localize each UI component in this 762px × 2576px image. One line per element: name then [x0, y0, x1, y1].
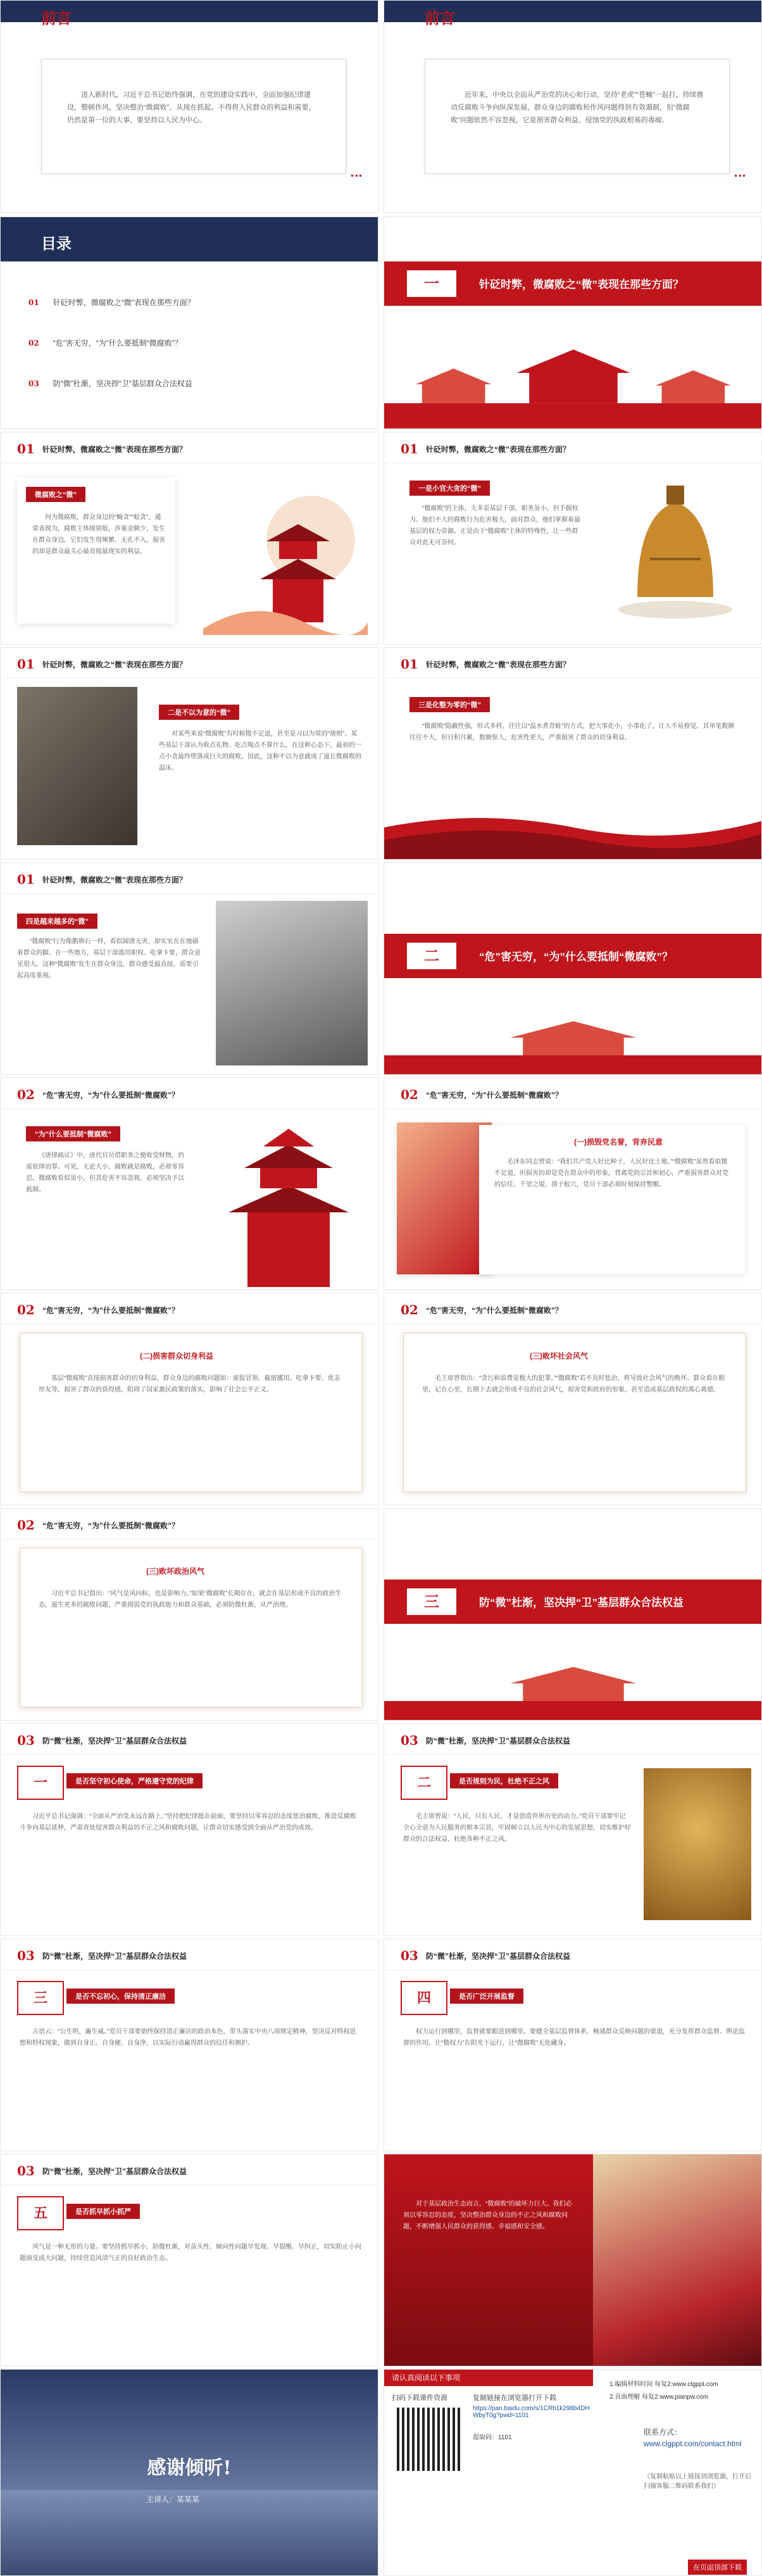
content-text: 毛主席曾说：“人民，只有人民，才是创造世界历史的动力。”党员干部要牢记全心全意为人民服务的根本宗旨，牢固树立以人民为中心的发展思想，切实维护好群众的合法权益，杜绝各种不正之风。: [403, 1813, 631, 1843]
slide-content-3R: [384, 432, 762, 644]
slide-header: 03 防“微”杜渐，坚决捍“卫”基层群众合法权益: [1, 1939, 378, 1970]
qr-code: [397, 2408, 460, 2471]
slide-content-7R: [384, 1293, 762, 1505]
tower-illustration: [209, 1116, 368, 1287]
content-text: “微腐败”行为像鹅卵石一样，看似圆滑无害，却实实在在地硌着群众的脚。在一些地方，基层干部滥用职权、吃拿卡要，群众意见很大。这种“微腐败”发生在群众身边，群众感受最直接，需要引起高度重视。: [17, 938, 201, 979]
decor-panel: [397, 1122, 492, 1274]
ad-right-2: 2.直面理解 每复2:www.pianpw.com: [609, 2394, 709, 2401]
point-number: 三: [17, 1981, 64, 2015]
content-tag: 是否不忘初心，保持清正廉洁: [66, 1989, 175, 2004]
ad-contact-label: 联系方式：: [644, 2428, 682, 2437]
ad-panel: [384, 2369, 762, 2576]
palace-illustration: [384, 1017, 761, 1074]
slide-content-9R: [384, 1723, 762, 1936]
slide-toc: [0, 217, 378, 429]
content-card: [479, 1125, 745, 1274]
thanks-title: 感谢倾听!: [147, 2457, 232, 2479]
content-tag: 是否坚守初心使命，严格遵守党的纪律: [66, 1773, 203, 1788]
slide-header: 01 针砭时弊，微腐败之“微”表现在那些方面？: [384, 648, 761, 679]
section-title: 针砭时弊，微腐败之“微”表现在那些方面？: [479, 279, 684, 291]
content-text: 《唐律疏议》中，唐代官员借职务之便收受财物，仍需依律治罪。可见，无论大小，腐败就是腐败，必须零容忍。微腐败看似虽小，但其危害不容忽视，必须坚决予以抵制。: [26, 1152, 184, 1193]
content-tag: 四是越来越多的“微”: [17, 914, 97, 929]
slide-content-11R: [384, 2154, 762, 2366]
preface-text: 近年来，中央以全面从严治党的决心和行动，坚持“老虎”“苍蝇”一起打，持续推动反腐败斗争向纵深发展，群众身边的腐败和作风问题得到有效遏制，但“微腐败”问题依然不容忽视，它是损害群众利益、侵蚀党的执政根基的毒瘤。: [451, 91, 704, 124]
slide-header: 01 针砭时弊，微腐败之“微”表现在那些方面？: [1, 863, 378, 894]
content-text: 对某些来说“微腐败”有时候微不足道，甚至是习以为常的“规则”。某些基层干部认为收点礼物、吃点喝点不算什么，在这种心态下，最初的一点小贪最终堕落成巨大的腐败。因此，这种不以为意就成了滋长微腐败的温床。: [159, 731, 361, 772]
content-subtitle: (二)损害群众切身利益: [140, 1352, 213, 1360]
content-tag: 二是不以为意的“微”: [159, 705, 239, 720]
content-text: 风气是一种无形的力量。要坚持抓早抓小，防微杜渐，对苗头性、倾向性问题早发现、早提醒、早纠正，切实防止小问题演变成大问题，持续营造风清气正的良好政治生态。: [20, 2244, 361, 2262]
toc-item-3[interactable]: 03 防“微”杜渐，坚决捍“卫”基层群众合法权益: [28, 379, 192, 388]
slide-content-3L: [0, 432, 378, 644]
dot-decoration: [351, 175, 361, 182]
content-text: 古语云：“公生明，廉生威。”党员干部要始终保持清正廉洁的政治本色，带头落实中央八项规定精神，坚决反对特权思想和特权现象，做到自身正、自身硬、自身净，以实际行动赢得群众的信任和拥护。: [20, 2028, 356, 2047]
ad-header: 请认真阅读以下事项: [384, 2370, 593, 2386]
section-number: 二: [407, 943, 456, 969]
slide-header: 01 针砭时弊，微腐败之“微”表现在那些方面？: [384, 432, 761, 463]
content-text: 权力运行到哪里，监督就要跟进到哪里。要健全基层监督体系，畅通群众反映问题的渠道，充分发挥群众监督、舆论监督的作用，让“微权力”在阳光下运行，让“微腐败”无处藏身。: [403, 2028, 745, 2047]
slide-content-8L: [0, 1508, 378, 1721]
ad-right-1: 1.编辑材料时间 每复2:www.clgppt.com: [609, 2381, 718, 2388]
point-number: 四: [401, 1981, 447, 2015]
slide-header: 02 “危”害无穷，“为”什么要抵制“微腐败”？: [1, 1078, 378, 1109]
ad-code: 提取码：1101: [473, 2434, 512, 2441]
content-tag: 一是小官大贪的“微”: [409, 481, 490, 496]
preface-text: 进入新时代，习近平总书记始终强调，在党的建设实践中，全面加强纪律建设，整顿作风，坚决整治“微腐败”，从现在抓起。不得将人民群众的利益和需要，仍然是第一位的大事，要坚持以人民为中心。: [67, 91, 316, 124]
toc-title: 目录: [41, 234, 72, 253]
section-title: 防“微”杜渐，坚决捍“卫”基层群众合法权益: [479, 1597, 684, 1609]
slide-header: 02 “危”害无穷，“为”什么要抵制“微腐败”？: [384, 1293, 761, 1324]
dot-decoration: [735, 175, 745, 182]
red-panel: [384, 2154, 593, 2366]
content-subtitle: (三)败坏社会风气: [530, 1352, 588, 1360]
slide-preface-left: [0, 0, 378, 213]
content-text: 基层“微腐败”直接损害群众的切身利益，群众身边的腐败问题如：虚报冒领、截留挪用、吃拿卡要、优亲厚友等，损害了群众的获得感，阻碍了国家惠民政策的落实，影响了社会公平正义。: [39, 1375, 340, 1393]
slide-content-6R: [384, 1078, 762, 1290]
content-text: 习近平总书记指出：“风气是风向标，也是影响力。”如果“微腐败”长期存在，就会在基层形成不良的政治生态，滋生更多的腐败问题，严重削弱党的执政能力和群众基础，必须防微杜渐，从严治理。: [39, 1590, 342, 1609]
point-number: 二: [401, 1766, 447, 1800]
slide-header: 03 防“微”杜渐，坚决捍“卫”基层群众合法权益: [1, 2154, 378, 2185]
preface-title: 前言: [41, 9, 72, 27]
ad-line-2: 复制链接在浏览器打开下载: [473, 2394, 556, 2402]
point-number: 五: [17, 2196, 64, 2230]
ad-line-1: 扫码下载课件资源: [392, 2394, 447, 2402]
slide-header: 02 “危”害无穷，“为”什么要抵制“微腐败”？: [1, 1293, 378, 1324]
bell-illustration: [612, 470, 739, 622]
slide-header: 03 防“微”杜渐，坚决捍“卫”基层群众合法权益: [1, 1724, 378, 1755]
ad-contact-note: （复制粘贴以上链接到浏览器，打开后扫描客服二维码联系我们）: [644, 2473, 751, 2490]
content-tag: 微腐败之“微”: [26, 487, 85, 502]
pagoda-illustration: [203, 470, 368, 635]
slide-section-1: [384, 217, 762, 429]
slide-header: 03 防“微”杜渐，坚决捍“卫”基层群众合法权益: [384, 1724, 761, 1755]
slide-preface-right: [384, 0, 762, 213]
slide-content-9L: [0, 1723, 378, 1936]
slide-thanks: [0, 2369, 378, 2576]
slide-content-6L: [0, 1078, 378, 1290]
content-tag: 三是化整为零的“微”: [409, 697, 490, 712]
content-text: “微腐败”的主体，大多是基层干部，职务虽小，但手握权力。他们不大的腐败行为危害极大，面对群众，他们掌握着最基层的权力资源。正是由于“微腐败”主体的特殊性，让一些群众对此无可奈何。: [409, 505, 580, 546]
toc-item-2[interactable]: 02 “危”害无穷，“为”什么要抵制“微腐败”？: [28, 339, 182, 348]
content-text: “微腐败”隐蔽性强，形式多样，往往以“温水煮青蛙”的方式，把大事化小，小事化了，让人不易察觉。其单笔数额往往不大，但日积月累，数额惊人，危害性更大，严重损害了群众的切身利益。: [409, 723, 735, 741]
slide-content-4L: [0, 647, 378, 860]
download-button[interactable]: 在页面顶部下载: [688, 2560, 747, 2575]
slide-header: 01 针砭时弊，微腐败之“微”表现在那些方面？: [1, 648, 378, 679]
ad-contact-url[interactable]: www.clgppt.com/contact.html: [644, 2439, 742, 2448]
slide-section-2: [384, 862, 762, 1075]
preface-frame: [425, 59, 730, 174]
point-number: 一: [17, 1766, 64, 1800]
slide-content-10L: [0, 1938, 378, 2151]
slide-header: 03 防“微”杜渐，坚决捍“卫”基层群众合法权益: [384, 1939, 761, 1970]
slide-header: 02 “危”害无穷，“为”什么要抵制“微腐败”？: [1, 1509, 378, 1540]
content-text: 毛泽东同志曾说：“我们共产党人好比种子，人民好比土地。”“微腐败”虽然看似微不足道，但损害的却是党在群众中的形象，背离党的宗旨和初心，严重损害群众对党的信任。千里之堤，溃于蚁穴，党员干部必须时刻保持警醒。: [494, 1159, 728, 1188]
content-tag: “为”什么要抵制“微腐败”: [26, 1126, 120, 1141]
content-text: 对于基层政治生态而言，“微腐败”的破坏力巨大。我们必须以零容忍的态度，坚决整治群众身边的不正之风和腐败问题，不断增强人民群众的获得感、幸福感和安全感。: [403, 2201, 572, 2230]
slide-section-3: [384, 1508, 762, 1721]
section-number: 三: [407, 1588, 456, 1615]
preface-title: 前言: [425, 9, 455, 27]
slide-content-10R: [384, 1938, 762, 2151]
slide-content-7L: [0, 1293, 378, 1505]
slide-content-4R: [384, 647, 762, 860]
palace-illustration: [384, 334, 761, 429]
ad-url[interactable]: https://pan.baidu.com/s/1CRh1k298b4DHWbyT0g?pwd=1101: [473, 2405, 590, 2419]
content-tag: 是否规则为民，杜绝不正之风: [450, 1773, 558, 1788]
content-subtitle: (三)败坏政治风气: [146, 1567, 204, 1576]
slide-content-5L: [0, 862, 378, 1075]
rope-photo: [17, 687, 137, 845]
section-title: “危”害无穷，“为”什么要抵制“微腐败”？: [479, 951, 673, 963]
red-wave-decoration: [384, 802, 761, 859]
content-tag: 是否广泛开展监督: [450, 1989, 523, 2004]
golden-lion-photo: [644, 1768, 751, 1920]
preface-frame: [41, 59, 346, 174]
stone-lion-photo: [216, 901, 368, 1065]
palace-eaves-photo: [593, 2154, 762, 2366]
content-text: 何为微腐败，群众身边的“蝇贪”“蚁贪”，通常表现为，腐败主体级别低，涉案金额少，发生在群众身边。它们发生得频繁、无孔不入，损害的却是群众最关心最直接最现实的利益。: [32, 514, 165, 555]
content-text: 习近平总书记强调：“全面从严治党永远在路上。”坚持把纪律挺在前面，要坚持以零容忍的态度惩治腐败，推进反腐败斗争向基层延伸，严肃查处侵害群众利益的不正之风和腐败问题，让群众切实感受到全面从严治党的成效。: [20, 1813, 356, 1831]
speaker-label: 主讲人：某某某: [146, 2495, 200, 2504]
content-text: 毛主席曾指出：“贪污和浪费是极大的犯罪。”“微腐败”若不及时惩治，将导致社会风气的败坏。群众看在眼里，记在心里，长期下去就会形成不良的社会风气，损害党和政府的形象，甚至造成基层政权的离心离德。: [422, 1375, 725, 1393]
slide-header: 01 针砭时弊，微腐败之“微”表现在那些方面？: [1, 432, 378, 463]
slide-content-11L: [0, 2154, 378, 2366]
slide-header: 02 “危”害无穷，“为”什么要抵制“微腐败”？: [384, 1078, 761, 1109]
section-number: 一: [407, 270, 456, 297]
content-subtitle: (一)损毁党名誉，背弃民意: [574, 1138, 663, 1147]
palace-illustration: [384, 1663, 761, 1720]
toc-item-1[interactable]: 01 针砭时弊，微腐败之“微”表现在那些方面？: [28, 298, 195, 307]
content-tag: 是否抓早抓小抓严: [66, 2204, 140, 2219]
